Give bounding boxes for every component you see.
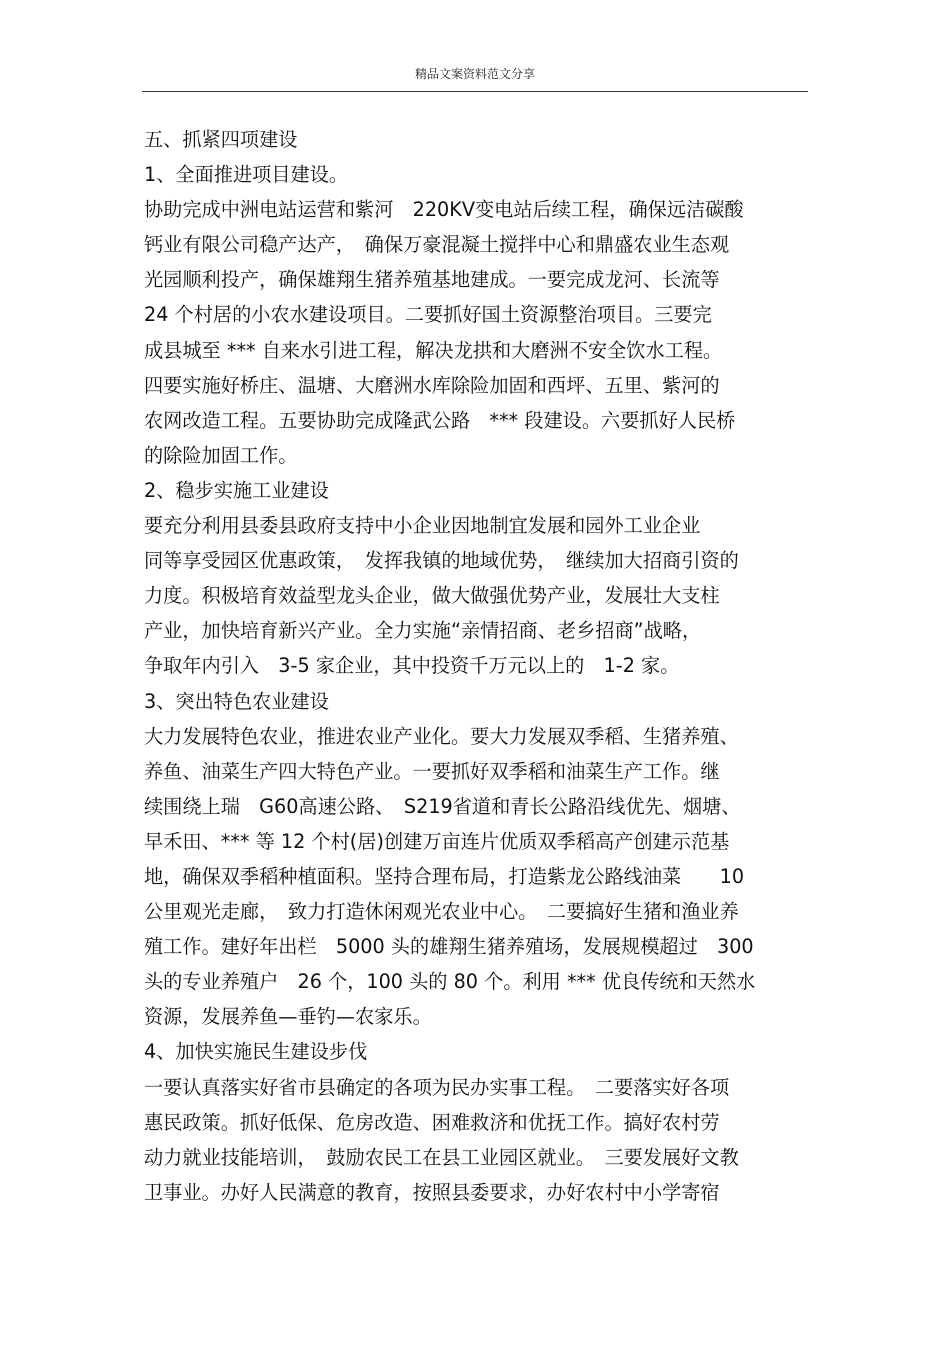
paragraph-line: 光园顺利投产，确保雄翔生猪养殖基地建成。一要完成龙河、长流等 [144, 268, 720, 292]
paragraph-line: 养鱼、油菜生产四大特色产业。一要抓好双季稻和油菜生产工作。继 [144, 759, 720, 783]
paragraph-line: 一要认真落实好省市县确定的各项为民办实事工程。 二要落实好各项 [144, 1075, 730, 1099]
paragraph-line: 卫事业。办好人民满意的教育，按照县委要求，办好农村中小学寄宿 [144, 1180, 720, 1204]
paragraph-line: 钙业有限公司稳产达产， 确保万豪混凝土搅拌中心和鼎盛农业生态观 [144, 233, 730, 257]
paragraph-line: 的除险加固工作。 [144, 443, 298, 467]
paragraph-line: 力度。积极培育效益型龙头企业，做大做强优势产业，发展壮大支柱 [144, 584, 720, 608]
paragraph-line: 头的专业养殖户 26 个，100 头的 80 个。利用 *** 优良传统和天然水 [144, 970, 756, 994]
section-heading: 五、抓紧四项建设 [144, 128, 298, 151]
subsection-heading: 4、加快实施民生建设步伐 [144, 1040, 368, 1064]
paragraph-line: 大力发展特色农业，推进农业产业化。要大力发展双季稻、生猪养殖、 [144, 724, 739, 748]
paragraph-line: 资源，发展养鱼—垂钓—农家乐。 [144, 1005, 432, 1029]
paragraph-line: 同等享受园区优惠政策， 发挥我镇的地域优势， 继续加大招商引资的 [144, 549, 739, 573]
subsection-heading: 1、全面推进项目建设。 [144, 163, 349, 187]
paragraph-line: 动力就业技能培训， 鼓励农民工在县工业园区就业。 三要发展好文教 [144, 1145, 739, 1169]
paragraph-line: 24 个村居的小农水建设项目。二要抓好国土资源整治项目。三要完 [144, 303, 712, 327]
paragraph-line: 成县城至 *** 自来水引进工程，解决龙拱和大磨洲不安全饮水工程。 [144, 338, 723, 362]
header-rule [142, 91, 808, 92]
paragraph-line: 四要实施好桥庄、温塘、大磨洲水库除险加固和西坪、五里、紫河的 [144, 373, 720, 397]
subsection-heading: 2、稳步实施工业建设 [144, 478, 329, 502]
paragraph-line: 要充分利用县委县政府支持中小企业因地制宜发展和园外工业企业 [144, 514, 701, 538]
page-header: 精品文案资料范文分享 [414, 67, 535, 81]
paragraph-line: 争取年内引入 3-5 家企业，其中投资千万元以上的 1-2 家。 [144, 654, 680, 678]
paragraph-line: 地，确保双季稻种植面积。坚持合理布局，打造紫龙公路线油菜 10 [144, 864, 745, 888]
paragraph-line: 续围绕上瑞 G60高速公路、 S219省道和青长公路沿线优先、烟塘、 [144, 794, 741, 818]
paragraph-line: 协助完成中洲电站运营和紫河 220KV变电站后续工程，确保远洁碳酸 [144, 198, 744, 222]
paragraph-line: 早禾田、*** 等 12 个村(居)创建万亩连片优质双季稻高产创建示范基 [144, 829, 730, 853]
document-body [144, 122, 804, 1210]
paragraph-line: 殖工作。建好年出栏 5000 头的雄翔生猪养殖场，发展规模超过 300 [144, 935, 754, 959]
subsection-heading: 3、突出特色农业建设 [144, 689, 329, 713]
paragraph-line: 产业，加快培育新兴产业。全力实施“亲情招商、老乡招商”战略， [144, 619, 702, 643]
paragraph-line: 惠民政策。抓好低保、危房改造、困难救济和优抚工作。搞好农村劳 [144, 1110, 720, 1134]
paragraph-line: 公里观光走廊， 致力打造休闲观光农业中心。 二要搞好生猪和渔业养 [144, 900, 739, 924]
paragraph-line: 农网改造工程。五要协助完成隆武公路 *** 段建设。六要抓好人民桥 [144, 408, 736, 432]
